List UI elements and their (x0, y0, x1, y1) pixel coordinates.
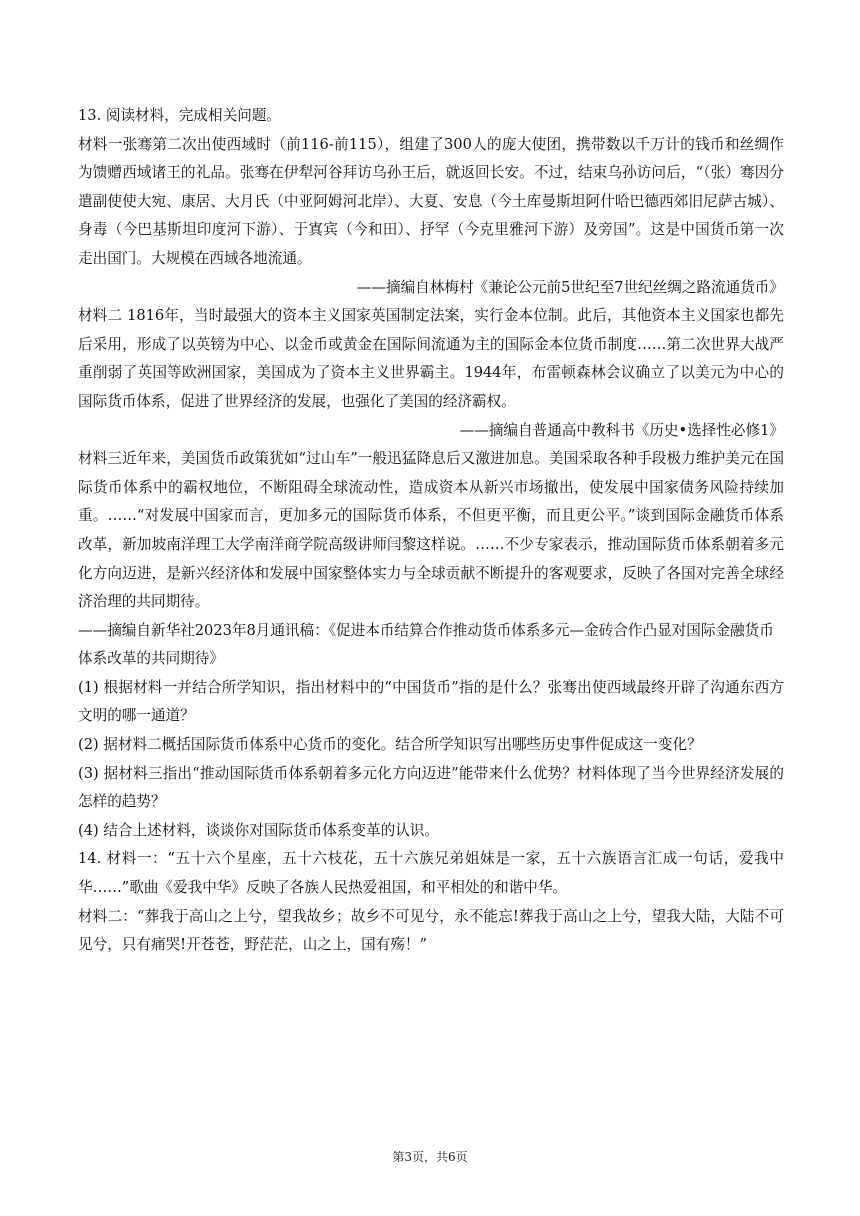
page-content (78, 102, 784, 960)
sub-question-2: (2) 据材料二概括国际货币体系中心货币的变化。结合所学知识写出哪些历史事件促成这一变化？ (78, 736, 702, 754)
question-14-material-2: 材料二：“葬我于高山之上兮，望我故乡；故乡不可见兮，永不能忘!葬我于高山之上兮，望我大陆，大陆不可见兮，只有痛哭!开苍苍，野茫茫，山之上，国有殇！” (78, 907, 784, 954)
sub-question-1: (1) 根据材料一并结合所学知识，指出材料中的“中国货币”指的是什么？张骞出使西域最终开辟了沟通东西方文明的哪一通道？ (78, 678, 784, 725)
material-1-source: ——摘编自林梅村《兼论公元前5世纪至7世纪丝绸之路流通货币》 (356, 278, 784, 296)
material-1-text: 材料一张骞第二次出使西域时（前116-前115），组建了300人的庞大使团，携带数以千万计的钱币和丝绸作为馈赠西域诸王的礼品。张骞在伊犁河谷拜访乌孙王后，就返回长安。不过，结束乌孙访问后，“（张）骞因分遣副使使大宛、康居、大月氏（中亚阿姆河北岸）、大夏、安息（今土库曼斯坦阿什哈巴德西郊旧尼萨古城）、身毒（今巴基斯坦印度河下游）、于寘宾（今和田）、抒罕（今克里雅河下游）及旁国”。这是中国货币第一次走出国门。大规模在西域各地流通。 (78, 135, 784, 267)
material-2-text: 材料二 1816年，当时最强大的资本主义国家英国制定法案，实行金本位制。此后，其他资本主义国家也都先后采用，形成了以英镑为中心、以金币或黄金在国际间流通为主的国际金本位货币制度……第二次世界大战严重削弱了英国等欧洲国家，美国成为了资本主义世界霸主。1944年，布雷顿森林会议确立了以美元为中心的国际货币体系，促进了世界经济的发展，也强化了美国的经济霸权。 (78, 307, 784, 410)
question-13-title: 13. 阅读材料，完成相关问题。 (78, 107, 281, 124)
question-14-material-1: 14. 材料一：“五十六个星座，五十六枝花，五十六族兄弟姐妹是一家，五十六族语言汇成一句话，爱我中华……”歌曲《爱我中华》反映了各族人民热爱祖国，和平相处的和谐中华。 (78, 850, 784, 897)
page-footer: 第3页，共6页 (392, 1150, 468, 1164)
material-3-source: ——摘编自新华社2023年8月通讯稿：《促进本币结算合作推动货币体系多元—金砖合作凸显对国际金融货币体系改革的共同期待》 (78, 621, 774, 668)
material-2-source: ——摘编自普通高中教科书《历史•选择性必修1》 (459, 421, 784, 439)
sub-question-3: (3) 据材料三指出“推动国际货币体系朝着多元化方向迈进”能带来什么优势？材料体现了当今世界经济发展的怎样的趋势？ (78, 764, 784, 811)
sub-question-4: (4) 结合上述材料，谈谈你对国际货币体系变革的认识。 (78, 821, 439, 839)
material-3-text: 材料三近年来，美国货币政策犹如“过山车”一般迅猛降息后又激进加息。美国采取各种手段极力维护美元在国际货币体系中的霸权地位，不断阻碍全球流动性，造成资本从新兴市场撤出，使发展中国家债务风险持续加重。……“对发展中国家而言，更加多元的国际货币体系，不但更平衡，而且更公平。”谈到国际金融货币体系改革，新加坡南洋理工大学南洋商学院高级讲师闫黎这样说。……不少专家表示，推动国际货币体系朝着多元化方向迈进，是新兴经济体和发展中国家整体实力与全球贡献不断提升的客观要求，反映了各国对完善全球经济治理的共同期待。 (78, 450, 784, 611)
